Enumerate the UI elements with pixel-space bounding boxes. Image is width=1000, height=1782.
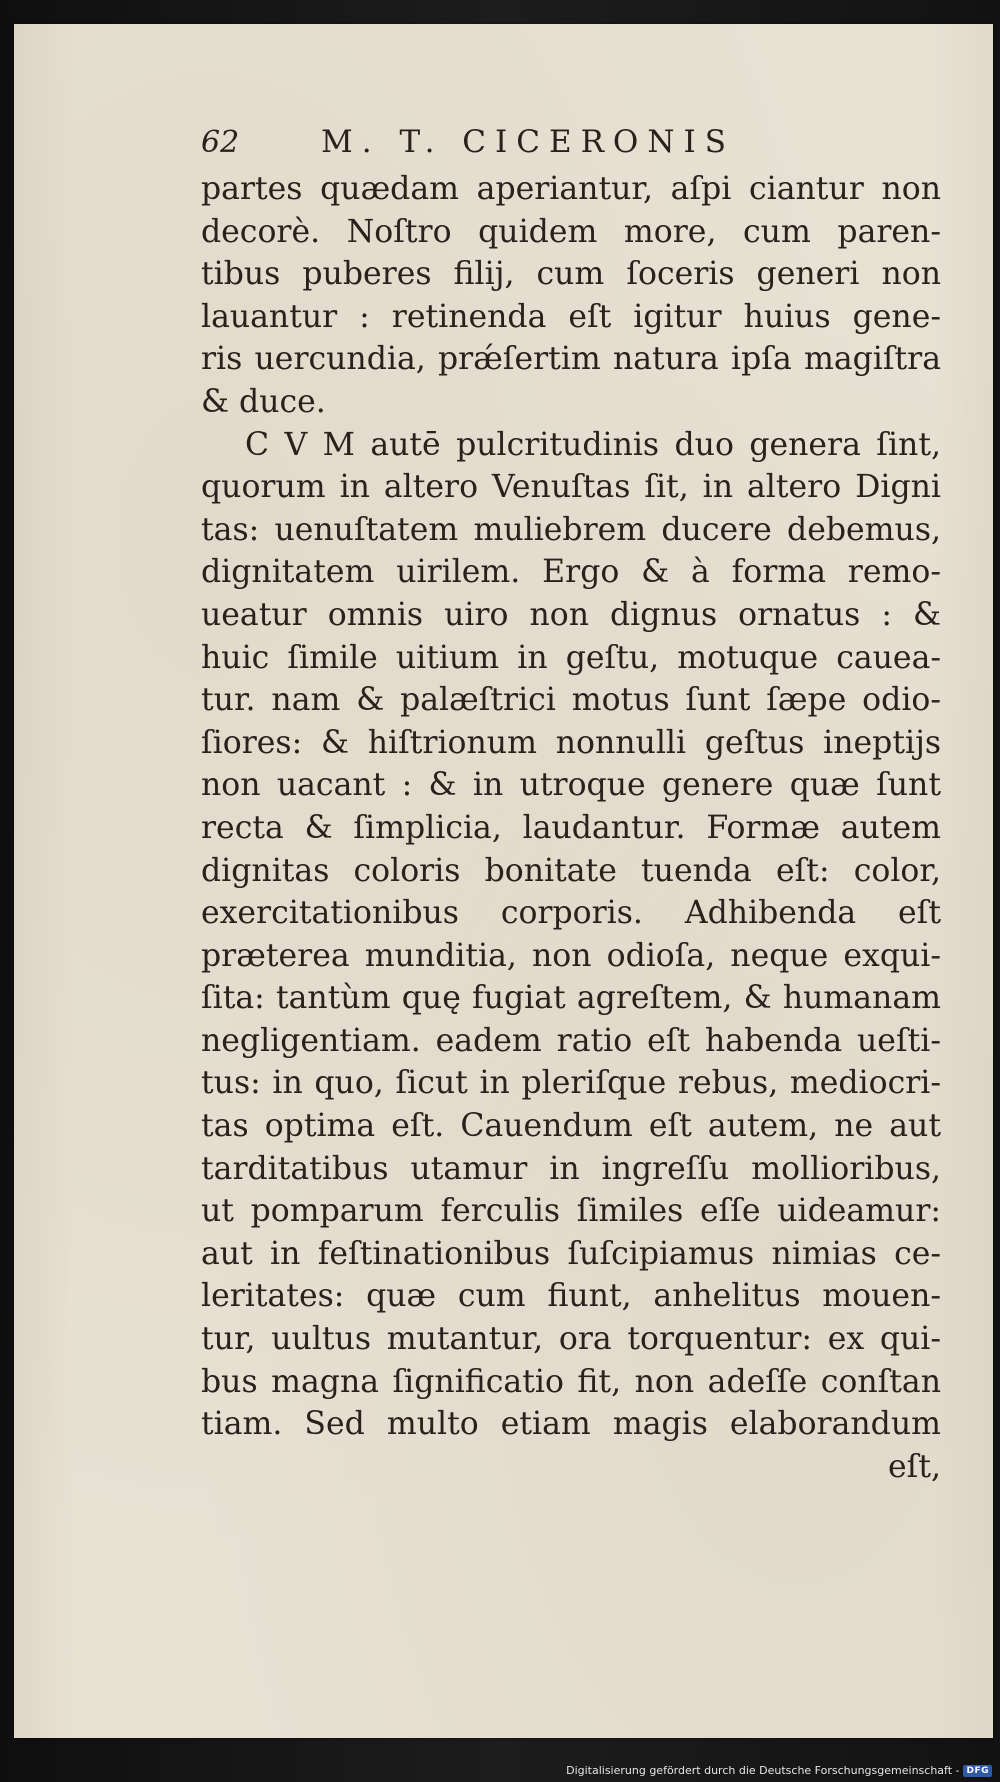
text-line: præterea munditia, non odioſa, neque exqui- (201, 937, 941, 974)
text-line: leritates: quæ cum fiunt, anhelitus mouen- (201, 1278, 941, 1315)
text-line: tas: uenuſtatem muliebrem ducere debemus, (201, 511, 941, 548)
text-line: tur, uultus mutantur, ora torquentur: ex qui- (201, 1321, 941, 1358)
text-line: huic ſimile uitium in geſtu, motuque cauea- (201, 639, 941, 676)
credit-text: Digitalisierung gefördert durch die Deutsche Forschungsgemeinschaft - (566, 1764, 960, 1777)
text-line: aut in feſtinationibus ſuſcipiamus nimias ce- (201, 1235, 941, 1272)
catchword: eſt, (888, 1448, 941, 1485)
text-line: lauantur : retinenda eſt igitur huius gene- (201, 298, 941, 335)
text-line: tus: in quo, ſicut in pleriſque rebus, mediocri- (201, 1065, 941, 1102)
text-line: tur. nam & palæſtrici motus ſunt ſæpe odio- (201, 682, 941, 719)
body-text (201, 168, 941, 1488)
text-line: exercitationibus corporis. Adhibenda eſt (201, 895, 941, 932)
text-block (201, 124, 941, 1488)
digitization-credit (566, 1764, 992, 1777)
text-line: tibus puberes filij, cum ſoceris generi non (201, 256, 941, 293)
text-line: recta & ſimplicia, laudantur. Formæ autem (201, 809, 941, 846)
text-line: ſiores: & hiſtrionum nonnulli geſtus ineptijs (201, 724, 941, 761)
dfg-logo: DFG (963, 1765, 992, 1777)
text-line: & duce. (201, 383, 326, 420)
text-line: tiam. Sed multo etiam magis elaborandum (201, 1406, 941, 1443)
text-line: decorè. Noſtro quidem more, cum paren- (201, 213, 941, 250)
running-head (201, 124, 941, 168)
text-line: negligentiam. eadem ratio eſt habenda ueſti- (201, 1022, 941, 1059)
text-line: ueatur omnis uiro non dignus ornatus : & (201, 596, 941, 633)
text-line: ſita: tantùm quę fugiat agreſtem, & humanam (201, 980, 941, 1017)
text-line: ris uercundia, prǽſertim natura ipſa magiſtra (201, 341, 941, 378)
text-line: C V M autē pulcritudinis duo genera ſint, (245, 426, 941, 463)
text-line: ut pomparum ferculis ſimiles eſſe uideamur: (201, 1193, 941, 1230)
text-line: partes quædam aperiantur, aſpi ciantur non (201, 171, 941, 207)
text-line: dignitatem uirilem. Ergo & à forma remo- (201, 554, 941, 591)
text-line: bus magna ſignificatio fit, non adeſſe conſtan (201, 1363, 941, 1400)
text-line: quorum in altero Venuſtas ſit, in altero Digni (201, 469, 941, 506)
text-line: dignitas coloris bonitate tuenda eſt: color, (201, 852, 941, 889)
text-line: tas optima eſt. Cauendum eſt autem, ne aut (201, 1108, 941, 1145)
running-title: M. T. CICERONIS (321, 124, 735, 160)
text-line: tarditatibus utamur in ingreſſu mollioribus, (201, 1150, 941, 1187)
page-number: 62 (201, 125, 240, 160)
text-line: non uacant : & in utroque genere quæ ſunt (201, 767, 941, 804)
book-page (14, 24, 993, 1738)
